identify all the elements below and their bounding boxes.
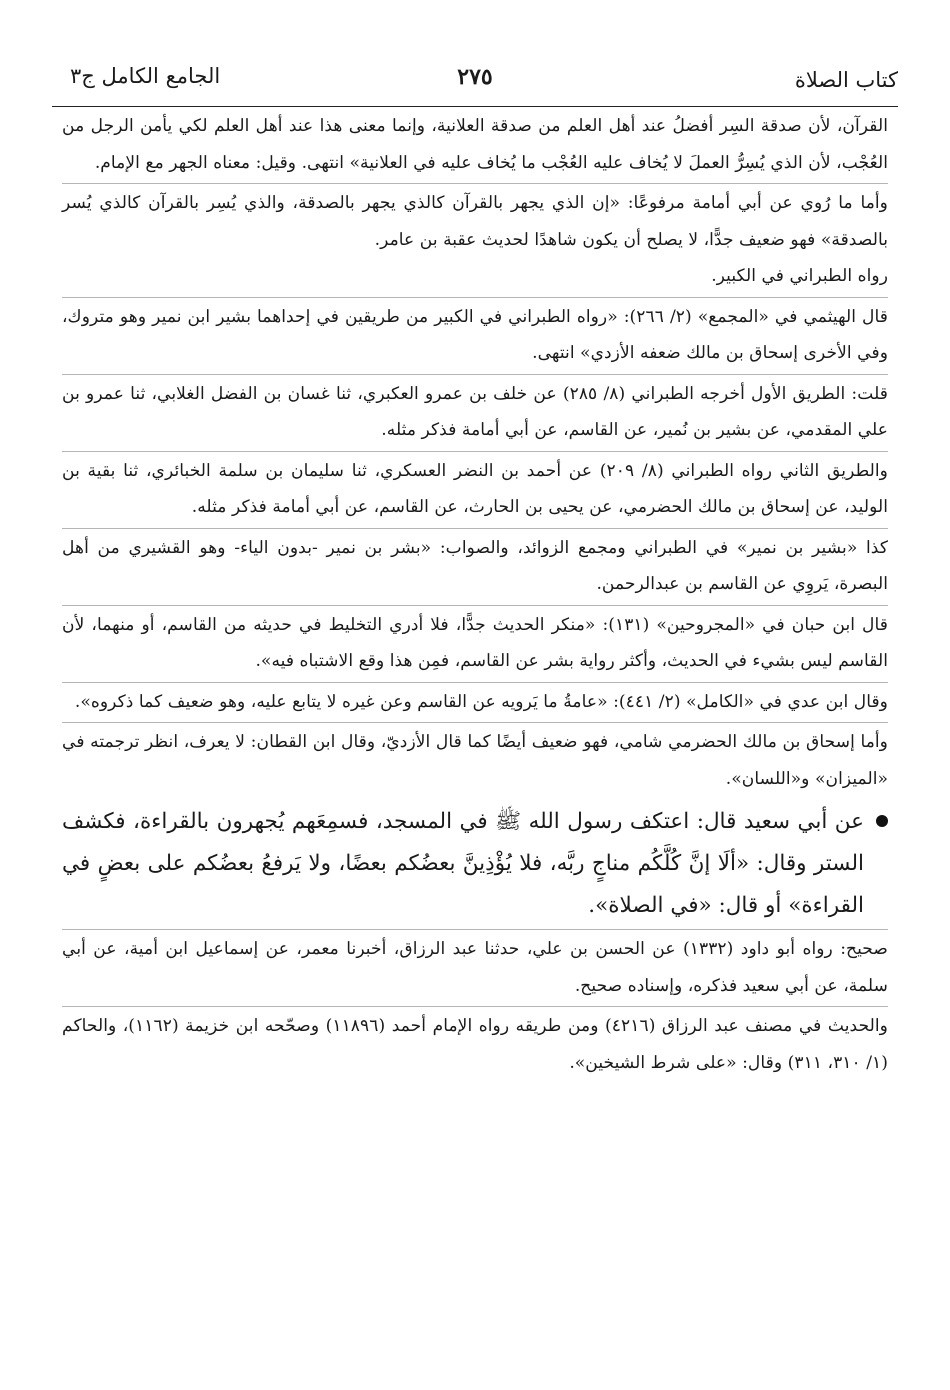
commentary-paragraph: وأما ما رُوي عن أبي أمامة مرفوعًا: «إن الذي يجهر بالقرآن كالذي يجهر بالصدقة، والذي يُسِر بالقرآن كالذي يُسر بالصدقة» فهو ضعيف جدًّا، لا يصلح أن يكون شاهدًا لحديث عقبة بن عامر.: [62, 183, 888, 258]
page-number: ٢٧٥: [457, 64, 493, 90]
commentary-paragraph: رواه الطبراني في الكبير.: [711, 266, 888, 286]
commentary-paragraph: كذا «بشير بن نمير» في الطبراني ومجمع الزوائد، والصواب: «بشر بن نمير -بدون الياء- وهو القشيري من أهل البصرة، يَروِي عن القاسم بن عبدالرحمن.: [62, 528, 888, 603]
header-divider: [52, 106, 898, 107]
running-header: [52, 62, 898, 102]
hadith-text: [62, 801, 888, 927]
commentary-paragraph: وأما إسحاق بن مالك الحضرمي شامي، فهو ضعيف أيضًا كما قال الأزديّ، وقال ابن القطان: لا يعرف، انظر ترجمته في «الميزان» و«اللسان».: [62, 722, 888, 797]
commentary-paragraph: وقال ابن عدي في «الكامل» (٢/ ٤٤١): «عامةُ ما يَرويه عن القاسم وعن غيره لا يتابع عليه، وهو ضعيف كما ذكروه».: [62, 682, 888, 721]
hadith-body: عن أبي سعيد قال: اعتكف رسول الله ﷺ في المسجد، فسمِعَهم يُجهرون بالقراءة، فكشف الستر وقال: «ألَا إنَّ كُلَّكُم مناجٍ ربَّه، فلا يُؤْذِينَّ بعضُكم بعضًا، ولا يَرفعُ بعضُكم على بعضٍ في القراءة» أو قال: «في الصلاة».: [62, 809, 864, 918]
commentary-paragraph: قال الهيثمي في «المجمع» (٢/ ٢٦٦): «رواه الطبراني في الكبير من طريقين في إحداهما بشير ابن نمير وهو متروك، وفي الأخرى إسحاق بن مالك ضعفه الأزدي» انتهى.: [62, 297, 888, 372]
takhrij-paragraph: صحيح: رواه أبو داود (١٣٣٢) عن الحسن بن علي، حدثنا عبد الرزاق، أخبرنا معمر، عن إسماعيل ابن أمية، عن أبي سلمة، عن أبي سعيد فذكره، وإسناده صحيح.: [62, 929, 888, 1004]
commentary-paragraph: قلت: الطريق الأول أخرجه الطبراني (٨/ ٢٨٥) عن خلف بن عمرو العكبري، ثنا غسان بن الفضل الغلابي، ثنا عمرو بن علي المقدمي، عن بشير بن نُمير، عن القاسم، عن أبي أمامة فذكر مثله.: [62, 374, 888, 449]
commentary-paragraph: قال ابن حبان في «المجروحين» (١٣١): «منكر الحديث جدًّا، فلا أدري التخليط في حديثه من القاسم، أو منهما، لأن القاسم ليس بشيء في الحديث، وأكثر رواية بشر عن القاسم، فمِن هذا وقع الاشتباه فيه».: [62, 605, 888, 680]
takhrij-paragraph: والحديث في مصنف عبد الرزاق (٤٢١٦) ومن طريقه رواه الإمام أحمد (١١٨٩٦) وصحّحه ابن خزيمة (١١٦٢)، والحاكم (١/ ٣١٠، ٣١١) وقال: «على شرط الشيخين».: [62, 1006, 888, 1081]
section-title: كتاب الصلاة: [794, 68, 898, 92]
commentary-paragraph: القرآن، لأن صدقة السِر أفضلُ عند أهل العلم من صدقة العلانية، وإنما معنى هذا عند أهل العلم لكي يأمن الرجل من العُجْب، لأن الذي يُسِرُّ العملَ لا يُخاف عليه العُجْب ما يُخاف عليه في العلانية» انتهى. وقيل: معناه الجهر مع الإمام.: [62, 116, 888, 173]
bullet-icon: [876, 815, 888, 827]
book-title: الجامع الكامل ج٣: [70, 64, 221, 88]
page-body: [62, 108, 888, 1081]
commentary-paragraph: والطريق الثاني رواه الطبراني (٨/ ٢٠٩) عن أحمد بن النضر العسكري، ثنا سليمان بن سلمة الخبائري، ثنا بقية بن الوليد، عن إسحاق بن مالك الحضرمي، عن يحيى بن الحارث، عن القاسم، عن أبي أمامة فذكر مثله.: [62, 451, 888, 526]
